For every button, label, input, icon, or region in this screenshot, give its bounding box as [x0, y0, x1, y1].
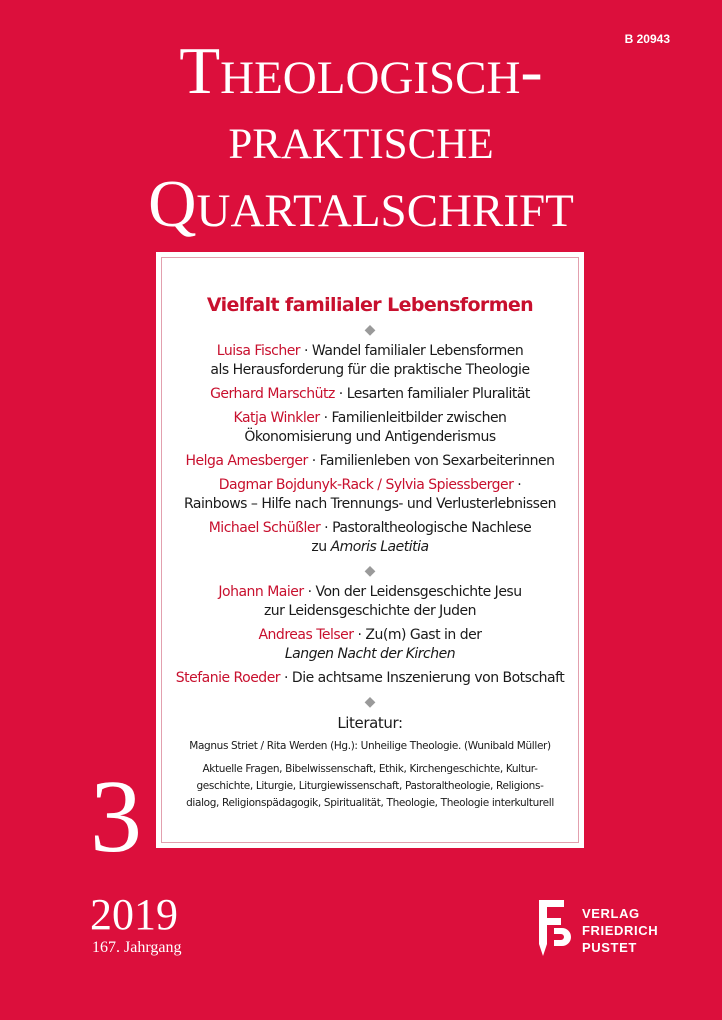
- contents-frame: [161, 257, 579, 843]
- article-entry: Katja Winkler · Familienleitbilder zwischen Ökonomisierung und Antigenderismus: [233, 410, 507, 445]
- article-title: Rainbows – Hilfe nach Trennungs- und Verlusterlebnissen: [184, 496, 556, 512]
- contents-panel: [156, 252, 584, 848]
- diamond-separator-icon: ◆: [364, 321, 376, 337]
- article-title: Die achtsame Inszenierung von Botschaft: [291, 670, 565, 686]
- article-title-italic: Amoris Laetitia: [330, 539, 429, 555]
- article-title: Familienleitbilder zwischen: [331, 410, 507, 426]
- article-entry: Helga Amesberger · Familienleben von Sexarbeiterinnen: [185, 453, 555, 469]
- article-title: Familienleben von Sexarbeiterinnen: [319, 453, 555, 469]
- article-author: Michael Schüßler: [208, 520, 321, 536]
- article-author: Dagmar Bojdunyk-Rack / Sylvia Spiessberger: [218, 477, 514, 493]
- article-title: Zu(m) Gast in der: [365, 627, 482, 643]
- article-entry: Dagmar Bojdunyk-Rack / Sylvia Spiessberger · Rainbows – Hilfe nach Trennungs- und Verlusterlebnissen: [184, 477, 556, 512]
- volume-label: 167. Jahrgang: [92, 939, 182, 956]
- article-author: Andreas Telser: [258, 627, 354, 643]
- article-author: Helga Amesberger: [185, 453, 308, 469]
- article-title: Lesarten familialer Pluralität: [346, 386, 530, 402]
- journal-title: [0, 34, 722, 241]
- issue-year: 2019: [90, 890, 178, 939]
- topics-line: geschichte, Liturgie, Liturgiewissenschaft, Pastoraltheologie, Religions-: [196, 780, 544, 792]
- article-entry: Gerhard Marschütz · Lesarten familialer Pluralität: [210, 386, 530, 402]
- article-entry: Johann Maier · Von der Leidensgeschichte Jesu zur Leidensgeschichte der Juden: [218, 584, 522, 619]
- issue-number: 3: [90, 759, 142, 874]
- article-entry: Andreas Telser · Zu(m) Gast in der Langen Nacht der Kirchen: [258, 627, 482, 662]
- publisher-name: VERLAG FRIEDRICH PUSTET: [582, 906, 659, 955]
- article-entry: Stefanie Roeder · Die achtsame Inszenierung von Botschaft: [175, 670, 565, 686]
- article-title: Wandel familialer Lebensformen: [311, 343, 524, 359]
- article-entry: Michael Schüßler · Pastoraltheologische Nachlese zu Amoris Laetitia: [208, 520, 532, 555]
- article-title: Von der Leidensgeschichte Jesu: [315, 584, 522, 600]
- article-title-italic: Langen Nacht der Kirchen: [284, 646, 456, 662]
- publisher-logo-icon: [536, 898, 576, 958]
- article-entry: Luisa Fischer · Wandel familialer Lebensformen als Herausforderung für die praktische Theologie: [210, 343, 530, 378]
- diamond-separator-icon: ◆: [364, 562, 376, 578]
- article-author: Stefanie Roeder: [175, 670, 281, 686]
- literature-heading: Literatur:: [337, 714, 403, 732]
- article-author: Gerhard Marschütz: [210, 386, 335, 402]
- article-author: Johann Maier: [218, 584, 304, 600]
- title-line-3: Quartalschrift: [148, 167, 574, 241]
- diamond-separator-icon: ◆: [364, 693, 376, 709]
- title-line-2: praktische: [228, 104, 494, 172]
- article-author: Katja Winkler: [233, 410, 320, 426]
- topics-line: Aktuelle Fragen, Bibelwissenschaft, Ethik, Kirchengeschichte, Kultur-: [202, 763, 538, 775]
- catalog-code: B 20943: [624, 32, 670, 46]
- article-title-cont: zur Leidensgeschichte der Juden: [263, 603, 477, 619]
- topics-line: dialog, Religionspädagogik, Spiritualität, Theologie, Theologie interkulturell: [186, 797, 554, 809]
- book-review: Magnus Striet / Rita Werden (Hg.): Unheilige Theologie. (Wunibald Müller): [189, 740, 551, 752]
- title-line-1: Theologisch-: [179, 34, 543, 108]
- article-title-cont: als Herausforderung für die praktische Theologie: [210, 362, 530, 378]
- article-title-cont: Ökonomisierung und Antigenderismus: [244, 429, 496, 445]
- issue-theme: Vielfalt familialer Lebensformen: [206, 294, 534, 316]
- article-author: Luisa Fischer: [216, 343, 301, 359]
- article-title: Pastoraltheologische Nachlese: [332, 520, 532, 536]
